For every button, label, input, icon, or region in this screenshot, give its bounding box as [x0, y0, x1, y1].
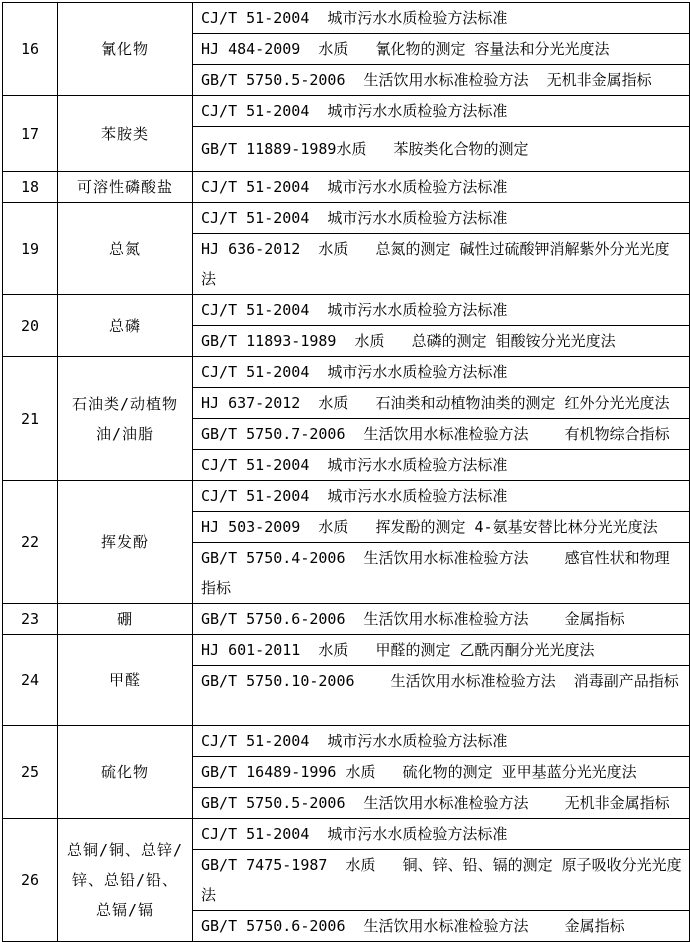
standard-method-cell: GB/T 5750.5-2006 生活饮用水标准检验方法 无机非金属指标 — [193, 65, 690, 96]
standard-method-cell: CJ/T 51-2004 城市污水水质检验方法标准 — [193, 203, 690, 234]
row-number-cell: 18 — [3, 172, 58, 203]
standard-method-cell: GB/T 11893-1989 水质 总磷的测定 钼酸铵分光光度法 — [193, 326, 690, 357]
standard-method-cell: CJ/T 51-2004 城市污水水质检验方法标准 — [193, 172, 690, 203]
standard-method-cell: GB/T 5750.5-2006 生活饮用水标准检验方法 无机非金属指标 — [193, 788, 690, 819]
table-row — [3, 96, 690, 127]
row-number-cell: 20 — [3, 295, 58, 357]
row-number-cell: 17 — [3, 96, 58, 172]
standard-method-cell: GB/T 5750.6-2006 生活饮用水标准检验方法 金属指标 — [193, 911, 690, 942]
row-number-cell: 19 — [3, 203, 58, 295]
row-number-cell: 22 — [3, 481, 58, 604]
standard-method-cell: CJ/T 51-2004 城市污水水质检验方法标准 — [193, 450, 690, 481]
table-row — [3, 819, 690, 850]
standard-method-cell: GB/T 7475-1987 水质 铜、锌、铅、镉的测定 原子吸收分光光度法 — [193, 850, 690, 911]
standard-method-cell: GB/T 5750.4-2006 生活饮用水标准检验方法 感官性状和物理指标 — [193, 543, 690, 604]
row-number-cell: 26 — [3, 819, 58, 942]
parameter-name-cell: 氰化物 — [58, 3, 193, 96]
row-number-cell: 25 — [3, 726, 58, 819]
table-row — [3, 726, 690, 757]
standard-method-cell: GB/T 11889-1989水质 苯胺类化合物的测定 — [193, 127, 690, 172]
standard-method-cell: CJ/T 51-2004 城市污水水质检验方法标准 — [193, 357, 690, 388]
standard-method-cell: HJ 637-2012 水质 石油类和动植物油类的测定 红外分光光度法 — [193, 388, 690, 419]
standard-method-cell: HJ 636-2012 水质 总氮的测定 碱性过硫酸钾消解紫外分光光度法 — [193, 234, 690, 295]
standard-method-cell: GB/T 5750.7-2006 生活饮用水标准检验方法 有机物综合指标 — [193, 419, 690, 450]
row-number-cell: 21 — [3, 357, 58, 481]
standard-method-cell: GB/T 16489-1996 水质 硫化物的测定 亚甲基蓝分光光度法 — [193, 757, 690, 788]
table-row — [3, 295, 690, 326]
standard-method-cell: GB/T 5750.6-2006 生活饮用水标准检验方法 金属指标 — [193, 604, 690, 635]
table-row — [3, 357, 690, 388]
standards-table — [2, 2, 690, 942]
standard-method-cell: GB/T 5750.10-2006 生活饮用水标准检验方法 消毒副产品指标 — [193, 666, 690, 726]
parameter-name-cell: 总氮 — [58, 203, 193, 295]
table-row — [3, 635, 690, 666]
table-row — [3, 604, 690, 635]
standard-method-cell: CJ/T 51-2004 城市污水水质检验方法标准 — [193, 3, 690, 34]
parameter-name-cell: 甲醛 — [58, 635, 193, 726]
standard-method-cell: CJ/T 51-2004 城市污水水质检验方法标准 — [193, 819, 690, 850]
row-number-cell: 24 — [3, 635, 58, 726]
standard-method-cell: HJ 503-2009 水质 挥发酚的测定 4-氨基安替比林分光光度法 — [193, 512, 690, 543]
parameter-name-cell: 总铜/铜、总锌/锌、总铅/铅、总镉/镉 — [58, 819, 193, 942]
parameter-name-cell: 挥发酚 — [58, 481, 193, 604]
table-row — [3, 481, 690, 512]
standard-method-cell: CJ/T 51-2004 城市污水水质检验方法标准 — [193, 726, 690, 757]
standard-method-cell: CJ/T 51-2004 城市污水水质检验方法标准 — [193, 295, 690, 326]
table-row — [3, 203, 690, 234]
row-number-cell: 16 — [3, 3, 58, 96]
standard-method-cell: CJ/T 51-2004 城市污水水质检验方法标准 — [193, 96, 690, 127]
row-number-cell: 23 — [3, 604, 58, 635]
standard-method-cell: HJ 484-2009 水质 氰化物的测定 容量法和分光光度法 — [193, 34, 690, 65]
parameter-name-cell: 总磷 — [58, 295, 193, 357]
table-row — [3, 172, 690, 203]
standard-method-cell: CJ/T 51-2004 城市污水水质检验方法标准 — [193, 481, 690, 512]
standard-method-cell: HJ 601-2011 水质 甲醛的测定 乙酰丙酮分光光度法 — [193, 635, 690, 666]
parameter-name-cell: 苯胺类 — [58, 96, 193, 172]
table-row — [3, 3, 690, 34]
standards-table-body — [3, 3, 690, 942]
parameter-name-cell: 石油类/动植物油/油脂 — [58, 357, 193, 481]
parameter-name-cell: 硼 — [58, 604, 193, 635]
parameter-name-cell: 硫化物 — [58, 726, 193, 819]
parameter-name-cell: 可溶性磷酸盐 — [58, 172, 193, 203]
